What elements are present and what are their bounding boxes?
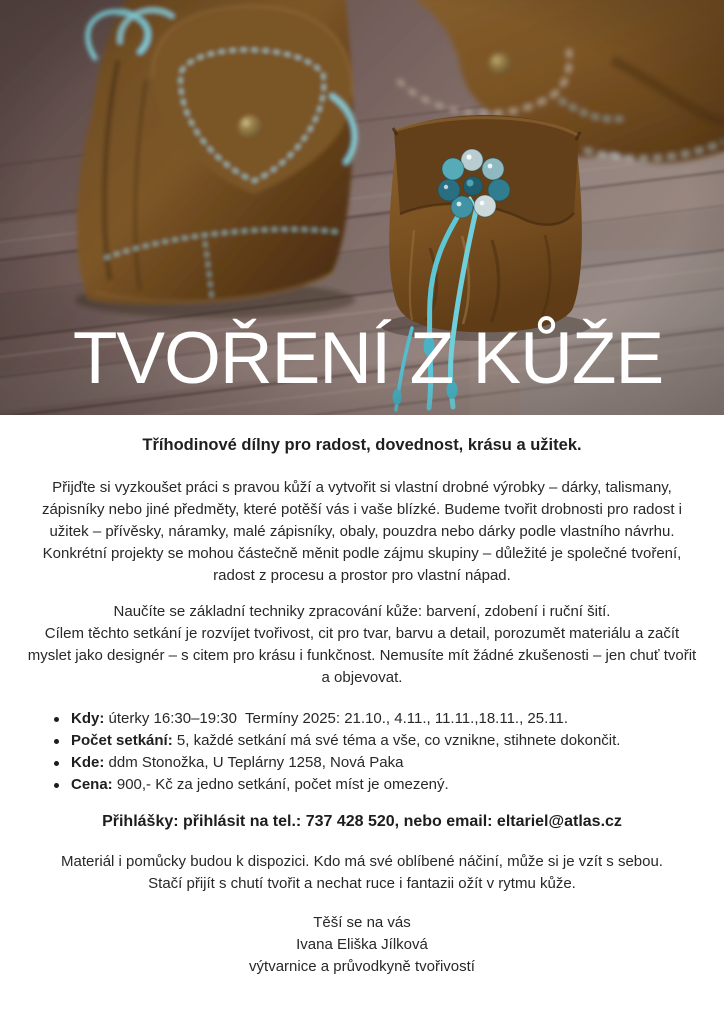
detail-label: Kde: [71,754,105,771]
closing-author-role: výtvarnice a průvodkyně tvořivostí [249,958,475,975]
flyer-body [0,434,724,978]
materials-line: Materiál i pomůcky budou k dispozici. Kdo má své oblíbené náčiní, může si je vzít s sebou. [61,853,663,870]
detail-text: úterky 16:30–19:30 Termíny 2025: 21.10., 4.11., 11.11.,18.11., 25.11. [104,710,569,727]
closing-signature [0,912,724,978]
details-list [0,708,724,796]
signup-contact-line: Přihlášky: přihlásit na tel.: 737 428 520, nebo email: eltariel@atlas.cz [102,813,622,830]
closing-greeting: Těší se na vás [313,914,411,931]
detail-text: ddm Stonožka, U Teplárny 1258, Nová Paka [104,754,404,771]
bullet-dot [54,739,59,744]
bullet-dot [54,783,59,788]
materials-paragraph [0,851,724,895]
intro-paragraph: Přijďte si vyzkoušet práci s pravou kůží a vytvořit si vlastní drobné výrobky – dárky, talismany, zápisníky nebo jiné předměty, které potěší vás i vaše blízké. Budeme tvořit drobnosti pro radost i užitek – přívěsky, náramky, malé zápisníky, obaly, pouzdra nebo dárky podle vlastního návrhu. Konkrétní projekty se mohou částečně měnit podle zájmu skupiny – důležité je společné tvoření, radost z procesu a prostor pro vlastní nápad. [41,479,683,584]
page-title: TVOŘENÍ Z KŮŽE [72,318,664,399]
detail-label: Počet setkání: [71,732,173,749]
detail-item-cena [53,774,694,796]
skills-paragraph [0,601,724,689]
hero-photo [0,0,724,415]
flyer-subtitle: Tříhodinové dílny pro radost, dovednost, krásu a užitek. [142,436,582,454]
detail-item-pocet [53,730,694,752]
bullet-dot [54,717,59,722]
bullet-dot [54,761,59,766]
detail-label: Cena: [71,776,113,793]
skills-line: Naučíte se základní techniky zpracování kůže: barvení, zdobení i ruční šití. [113,603,611,620]
detail-item-kde [53,752,694,774]
detail-text: 900,- Kč za jedno setkání, počet míst je omezený. [112,776,449,793]
detail-text: 5, každé setkání má své téma a vše, co vznikne, stihnete dokončit. [172,732,621,749]
closing-author-name: Ivana Eliška Jílková [296,936,428,953]
goal-lines: Cílem těchto setkání je rozvíjet tvořivost, cit pro tvar, barvu a detail, porozumět materiálu a začít myslet jako designér – s citem pro krásu i funkčnost. Nemusíte mít žádné zkušenosti – jen chuť tvořit a objevovat. [27,625,697,686]
detail-label: Kdy: [71,710,105,727]
materials-line: Stačí přijít s chutí tvořit a nechat ruce i fantazii ožít v rytmu kůže. [148,875,576,892]
detail-item-kdy [53,708,694,730]
